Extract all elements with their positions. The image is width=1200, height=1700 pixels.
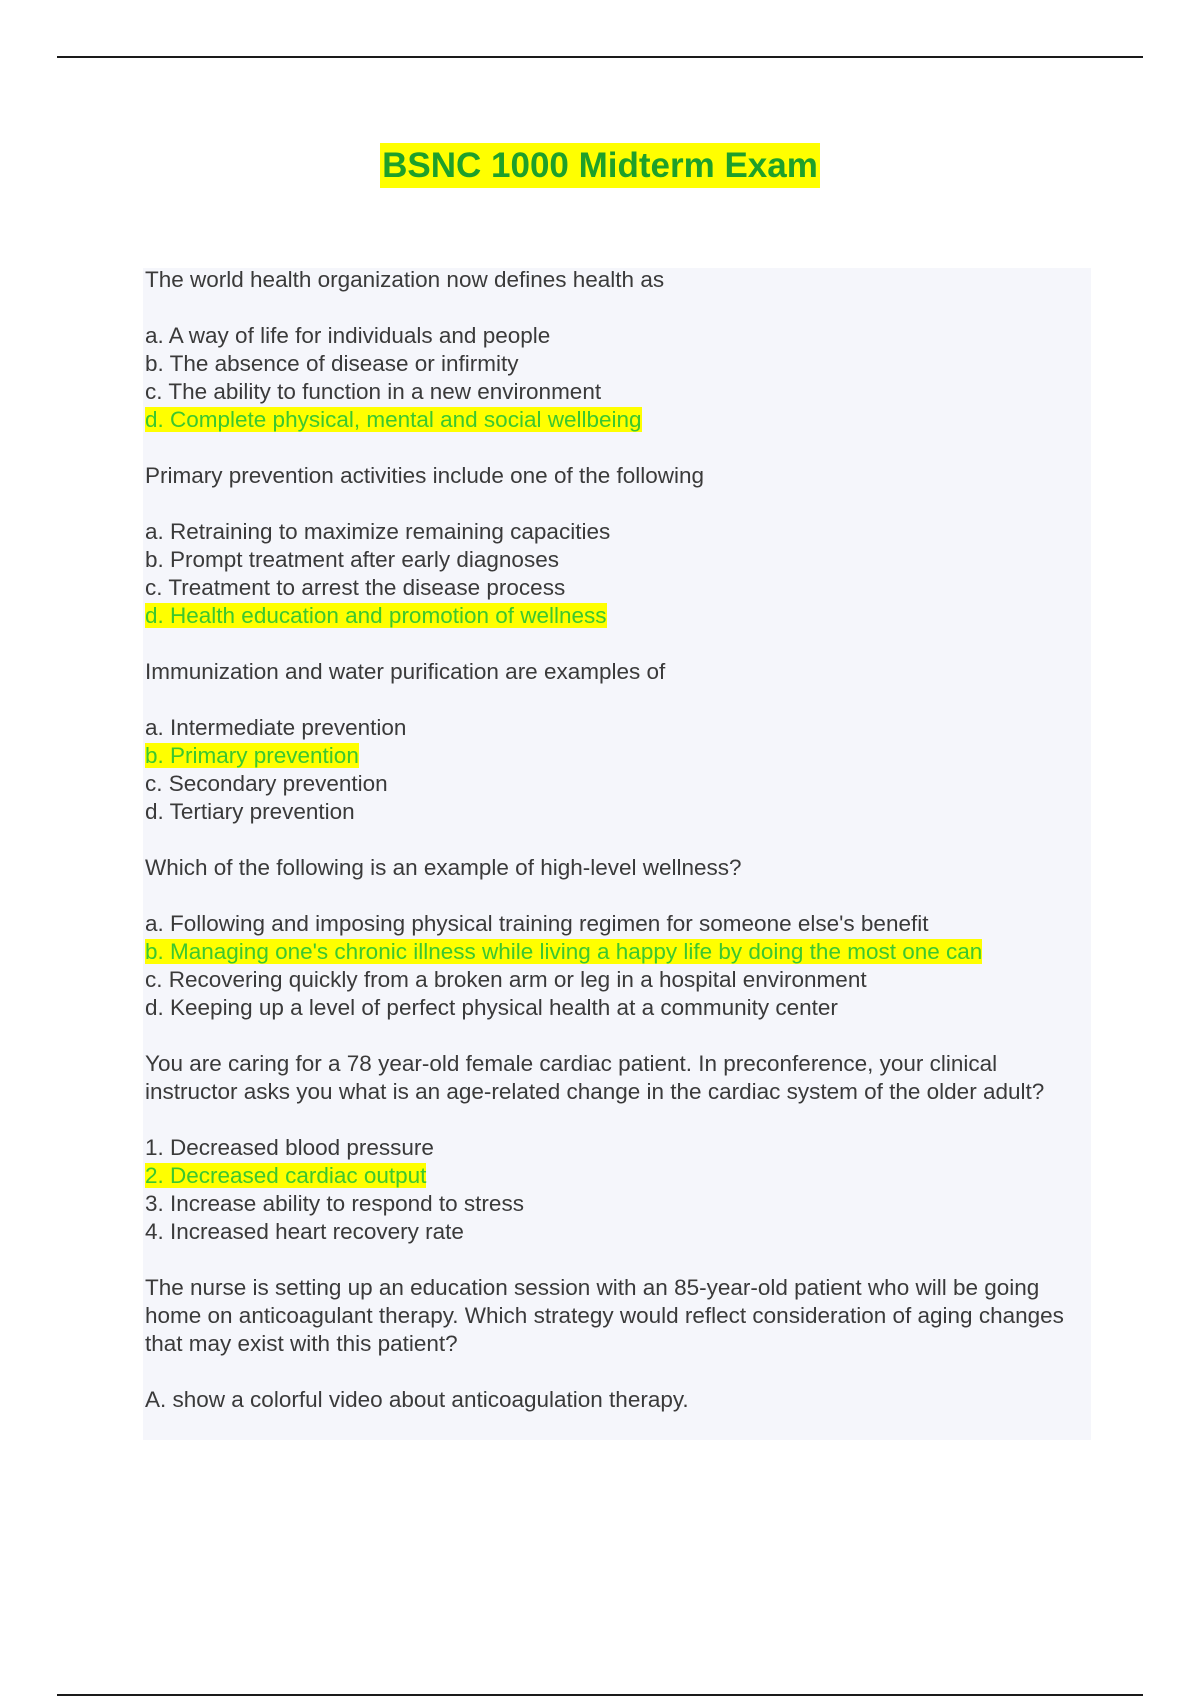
top-rule [57,56,1143,58]
answer-option: c. Treatment to arrest the disease process [145,575,566,600]
answer-option: a. Following and imposing physical training regimen for someone else's benefit [145,911,929,936]
answer-option: 1. Decreased blood pressure [145,1135,434,1160]
answer-options [145,910,1085,1022]
answer-option-correct: b. Primary prevention [145,743,359,768]
question-text: Immunization and water purification are examples of [145,659,666,684]
answer-option: d. Keeping up a level of perfect physical health at a community center [145,995,838,1020]
answer-option: a. Retraining to maximize remaining capacities [145,519,611,544]
answer-option: c. The ability to function in a new environment [145,379,602,404]
question-text: The nurse is setting up an education session with an 85-year-old patient who will be going home on anticoagulant therapy. Which strategy would reflect consideration of aging changes that may exist with this patient? [145,1275,1064,1356]
question-text: You are caring for a 78 year-old female cardiac patient. In preconference, your clinical instructor asks you what is an age-related change in the cardiac system of the older adult? [145,1051,1045,1104]
answer-option: c. Recovering quickly from a broken arm or leg in a hospital environment [145,967,867,992]
answer-options [145,714,1085,826]
answer-option: b. Prompt treatment after early diagnoses [145,547,559,572]
answer-option-correct: d. Complete physical, mental and social wellbeing [145,407,642,432]
answer-option: b. The absence of disease or infirmity [145,351,519,376]
document-title: BSNC 1000 Midterm Exam [380,143,820,188]
question-4 [145,854,1085,1022]
question-5 [145,1050,1085,1246]
answer-option: a. Intermediate prevention [145,715,407,740]
questions-list [145,266,1085,1442]
answer-option-correct: b. Managing one's chronic illness while living a happy life by doing the most one can [145,939,983,964]
answer-options [145,1386,1085,1414]
title-block [0,143,1200,188]
answer-option: A. show a colorful video about anticoagulation therapy. [145,1387,689,1412]
answer-option-correct: 2. Decreased cardiac output [145,1163,427,1188]
answer-options [145,518,1085,630]
question-1 [145,266,1085,434]
answer-option: 4. Increased heart recovery rate [145,1219,464,1244]
answer-option: d. Tertiary prevention [145,799,355,824]
answer-option: c. Secondary prevention [145,771,388,796]
answer-options [145,1134,1085,1246]
answer-options [145,322,1085,434]
answer-option: a. A way of life for individuals and people [145,323,551,348]
bottom-rule [57,1694,1143,1696]
question-6 [145,1274,1085,1414]
question-text: Which of the following is an example of high-level wellness? [145,855,742,880]
question-text: The world health organization now defines health as [145,267,665,292]
question-3 [145,658,1085,826]
answer-option-correct: d. Health education and promotion of wellness [145,603,607,628]
question-2 [145,462,1085,630]
question-text: Primary prevention activities include one of the following [145,463,705,488]
answer-option: 3. Increase ability to respond to stress [145,1191,524,1216]
